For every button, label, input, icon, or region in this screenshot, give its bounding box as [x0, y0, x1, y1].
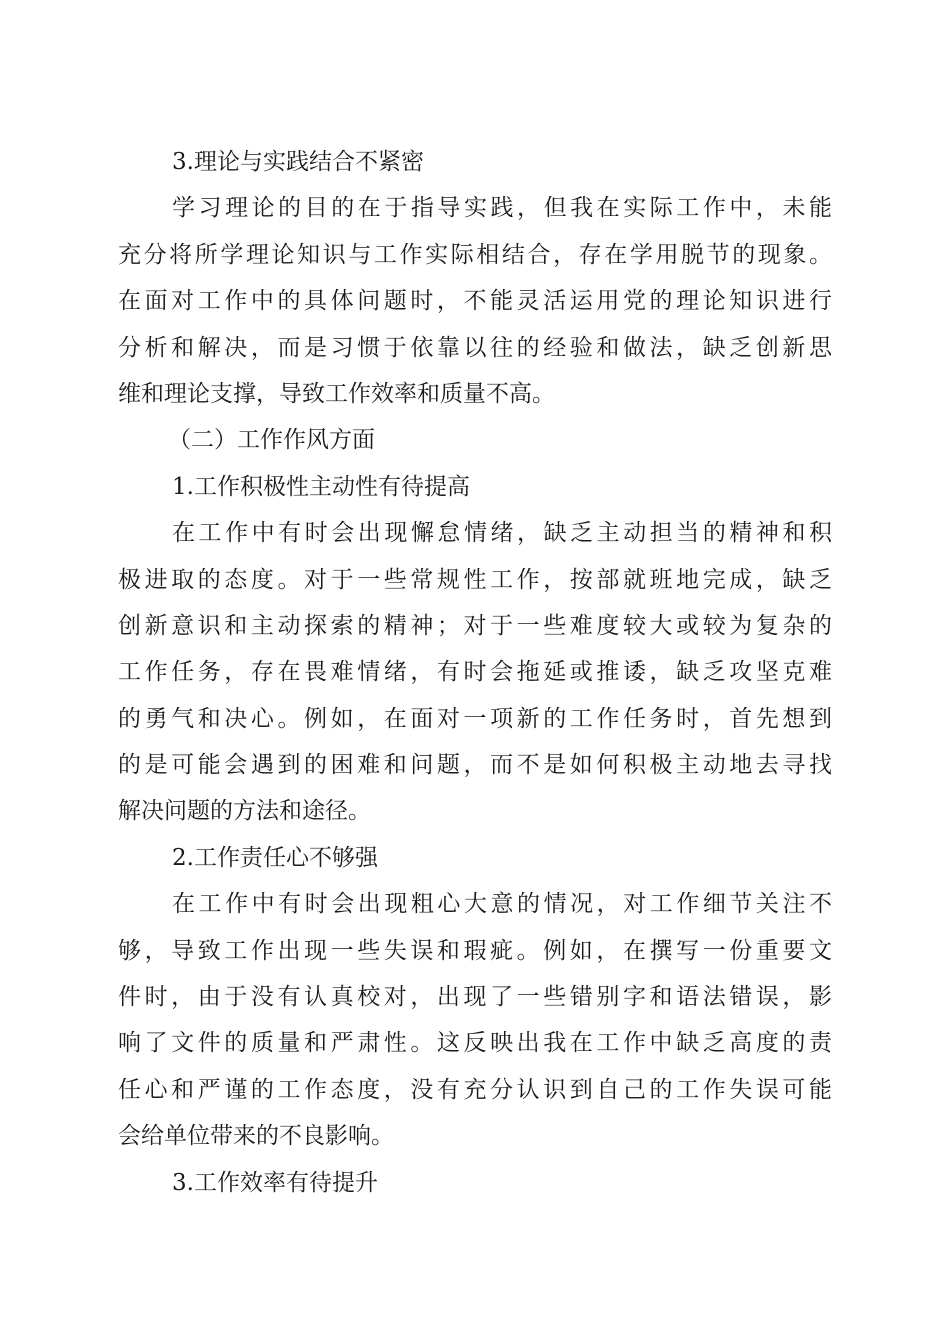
subheading-responsibility: 2.工作责任心不够强	[172, 844, 378, 871]
paragraph-line: 解决问题的方法和途径。	[118, 798, 371, 825]
paragraph-line: 响了文件的质量和严肃性。这反映出我在工作中缺乏高度的责	[118, 1030, 832, 1057]
paragraph-line: 会给单位带来的不良影响。	[118, 1123, 394, 1150]
section-heading-work-style: （二）工作作风方面	[168, 427, 375, 454]
paragraph-line: 极进取的态度。对于一些常规性工作，按部就班地完成，缺乏	[118, 566, 832, 593]
paragraph-line: 工作任务，存在畏难情绪，有时会拖延或推诿，缺乏攻坚克难	[118, 659, 832, 686]
subheading-initiative: 1.工作积极性主动性有待提高	[172, 473, 470, 500]
paragraph-line: 够，导致工作出现一些失误和瑕疵。例如，在撰写一份重要文	[118, 937, 832, 964]
document-body	[118, 139, 832, 1206]
paragraph-line: 维和理论支撑，导致工作效率和质量不高。	[118, 380, 555, 407]
paragraph-line: 任心和严谨的工作态度，没有充分认识到自己的工作失误可能	[118, 1076, 832, 1103]
paragraph-line: 的是可能会遇到的困难和问题，而不是如何积极主动地去寻找	[118, 752, 832, 779]
subheading-efficiency: 3.工作效率有待提升	[172, 1169, 378, 1196]
paragraph-line: 充分将所学理论知识与工作实际相结合，存在学用脱节的现象。	[118, 241, 832, 268]
paragraph-line: 学习理论的目的在于指导实践，但我在实际工作中，未能	[172, 195, 832, 222]
paragraph-line: 在面对工作中的具体问题时，不能灵活运用党的理论知识进行	[118, 288, 832, 315]
subheading-theory-practice: 3.理论与实践结合不紧密	[172, 149, 424, 175]
paragraph-line: 分析和解决，而是习惯于依靠以往的经验和做法，缺乏创新思	[118, 334, 832, 361]
paragraph-line: 件时，由于没有认真校对，出现了一些错别字和语法错误，影	[118, 984, 832, 1011]
paragraph-line: 创新意识和主动探索的精神；对于一些难度较大或较为复杂的	[118, 612, 832, 639]
paragraph-line: 的勇气和决心。例如，在面对一项新的工作任务时，首先想到	[118, 705, 832, 732]
paragraph-line: 在工作中有时会出现懈怠情绪，缺乏主动担当的精神和积	[172, 520, 832, 547]
paragraph-line: 在工作中有时会出现粗心大意的情况，对工作细节关注不	[172, 891, 832, 918]
